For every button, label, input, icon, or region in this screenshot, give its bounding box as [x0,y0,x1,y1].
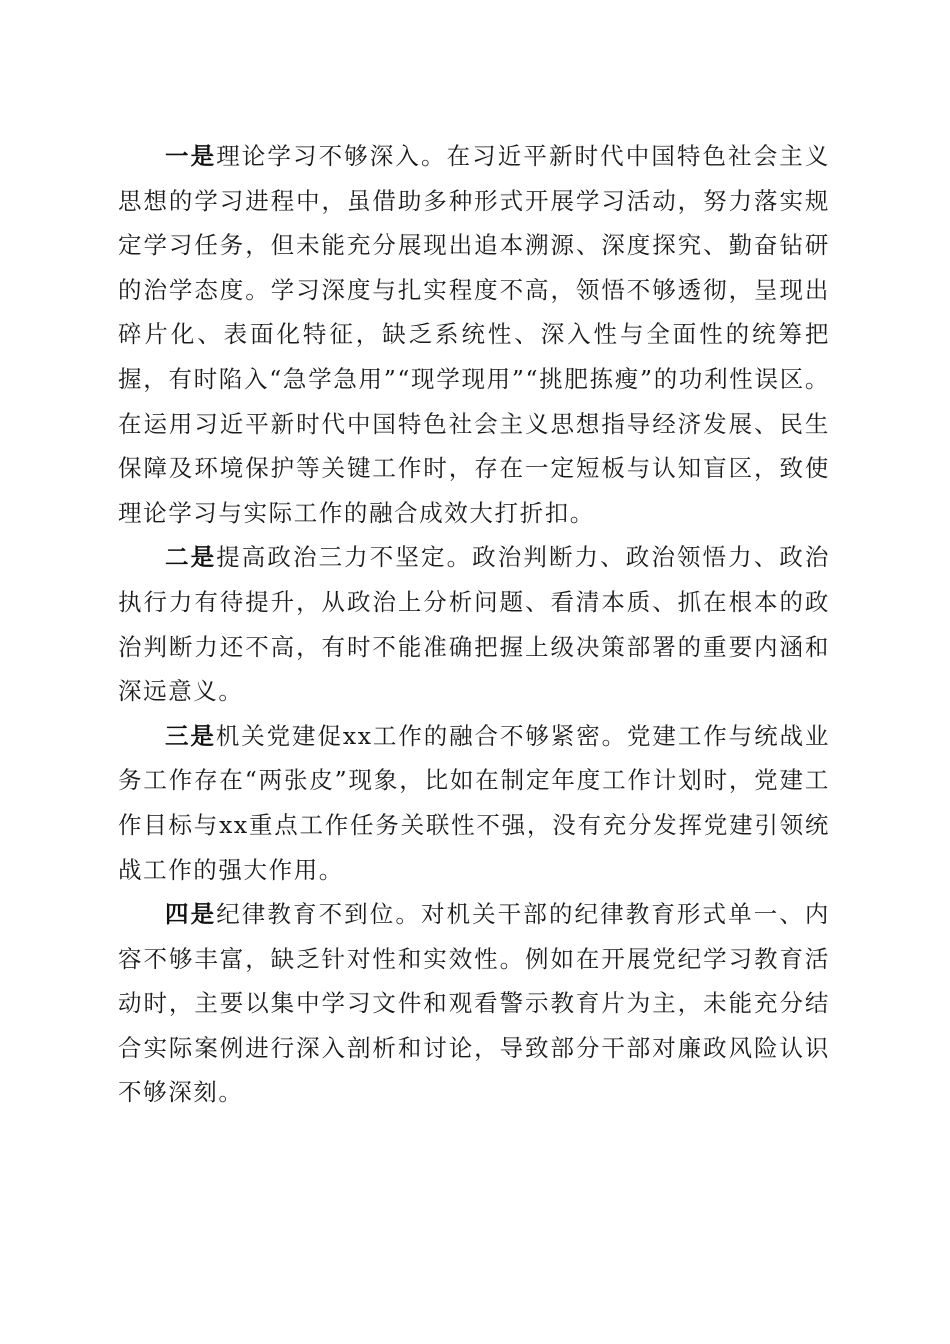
paragraph-1 [118,134,830,535]
paragraph-3 [118,714,830,892]
paragraph-2-text: 提高政治三力不坚定。政治判断力、政治领悟力、政治执行力有待提升，从政治上分析问题、看清本质、抓在根本的政治判断力还不高，有时不能准确把握上级决策部署的重要内涵和深远意义。 [118,543,831,706]
paragraph-4-lead: 四是 [165,900,217,929]
paragraph-3-text: 机关党建促xx工作的融合不够紧密。党建工作与统战业务工作存在“两张皮”现象，比如在制定年度工作计划时，党建工作目标与xx重点工作任务关联性不强，没有充分发挥党建引领统战工作的强大作用。 [118,721,830,884]
paragraph-3-lead: 三是 [165,721,216,750]
paragraph-2-lead: 二是 [165,543,217,572]
paragraph-1-text: 理论学习不够深入。在习近平新时代中国特色社会主义思想的学习进程中，虽借助多种形式开展学习活动，努力落实规定学习任务，但未能充分展现出追本溯源、深度探究、勤奋钻研的治学态度。学习深度与扎实程度不高，领悟不够透彻，呈现出碎片化、表面化特征，缺乏系统性、深入性与全面性的统筹把握，有时陷入“急学急用”“现学现用”“挑肥拣瘦”的功利性误区。在运用习近平新时代中国特色社会主义思想指导经济发展、民生保障及环境保护等关键工作时，存在一定短板与认知盲区，致使理论学习与实际工作的融合成效大打折扣。 [118,142,831,527]
document-body [118,134,830,1115]
paragraph-4-text: 纪律教育不到位。对机关干部的纪律教育形式单一、内容不够丰富，缺乏针对性和实效性。例如在开展党纪学习教育活动时，主要以集中学习文件和观看警示教育片为主，未能充分结合实际案例进行深入剖析和讨论，导致部分干部对廉政风险认识不够深刻。 [118,900,831,1107]
paragraph-4 [118,892,830,1115]
paragraph-1-lead: 一是 [165,142,217,170]
paragraph-2 [118,535,830,713]
